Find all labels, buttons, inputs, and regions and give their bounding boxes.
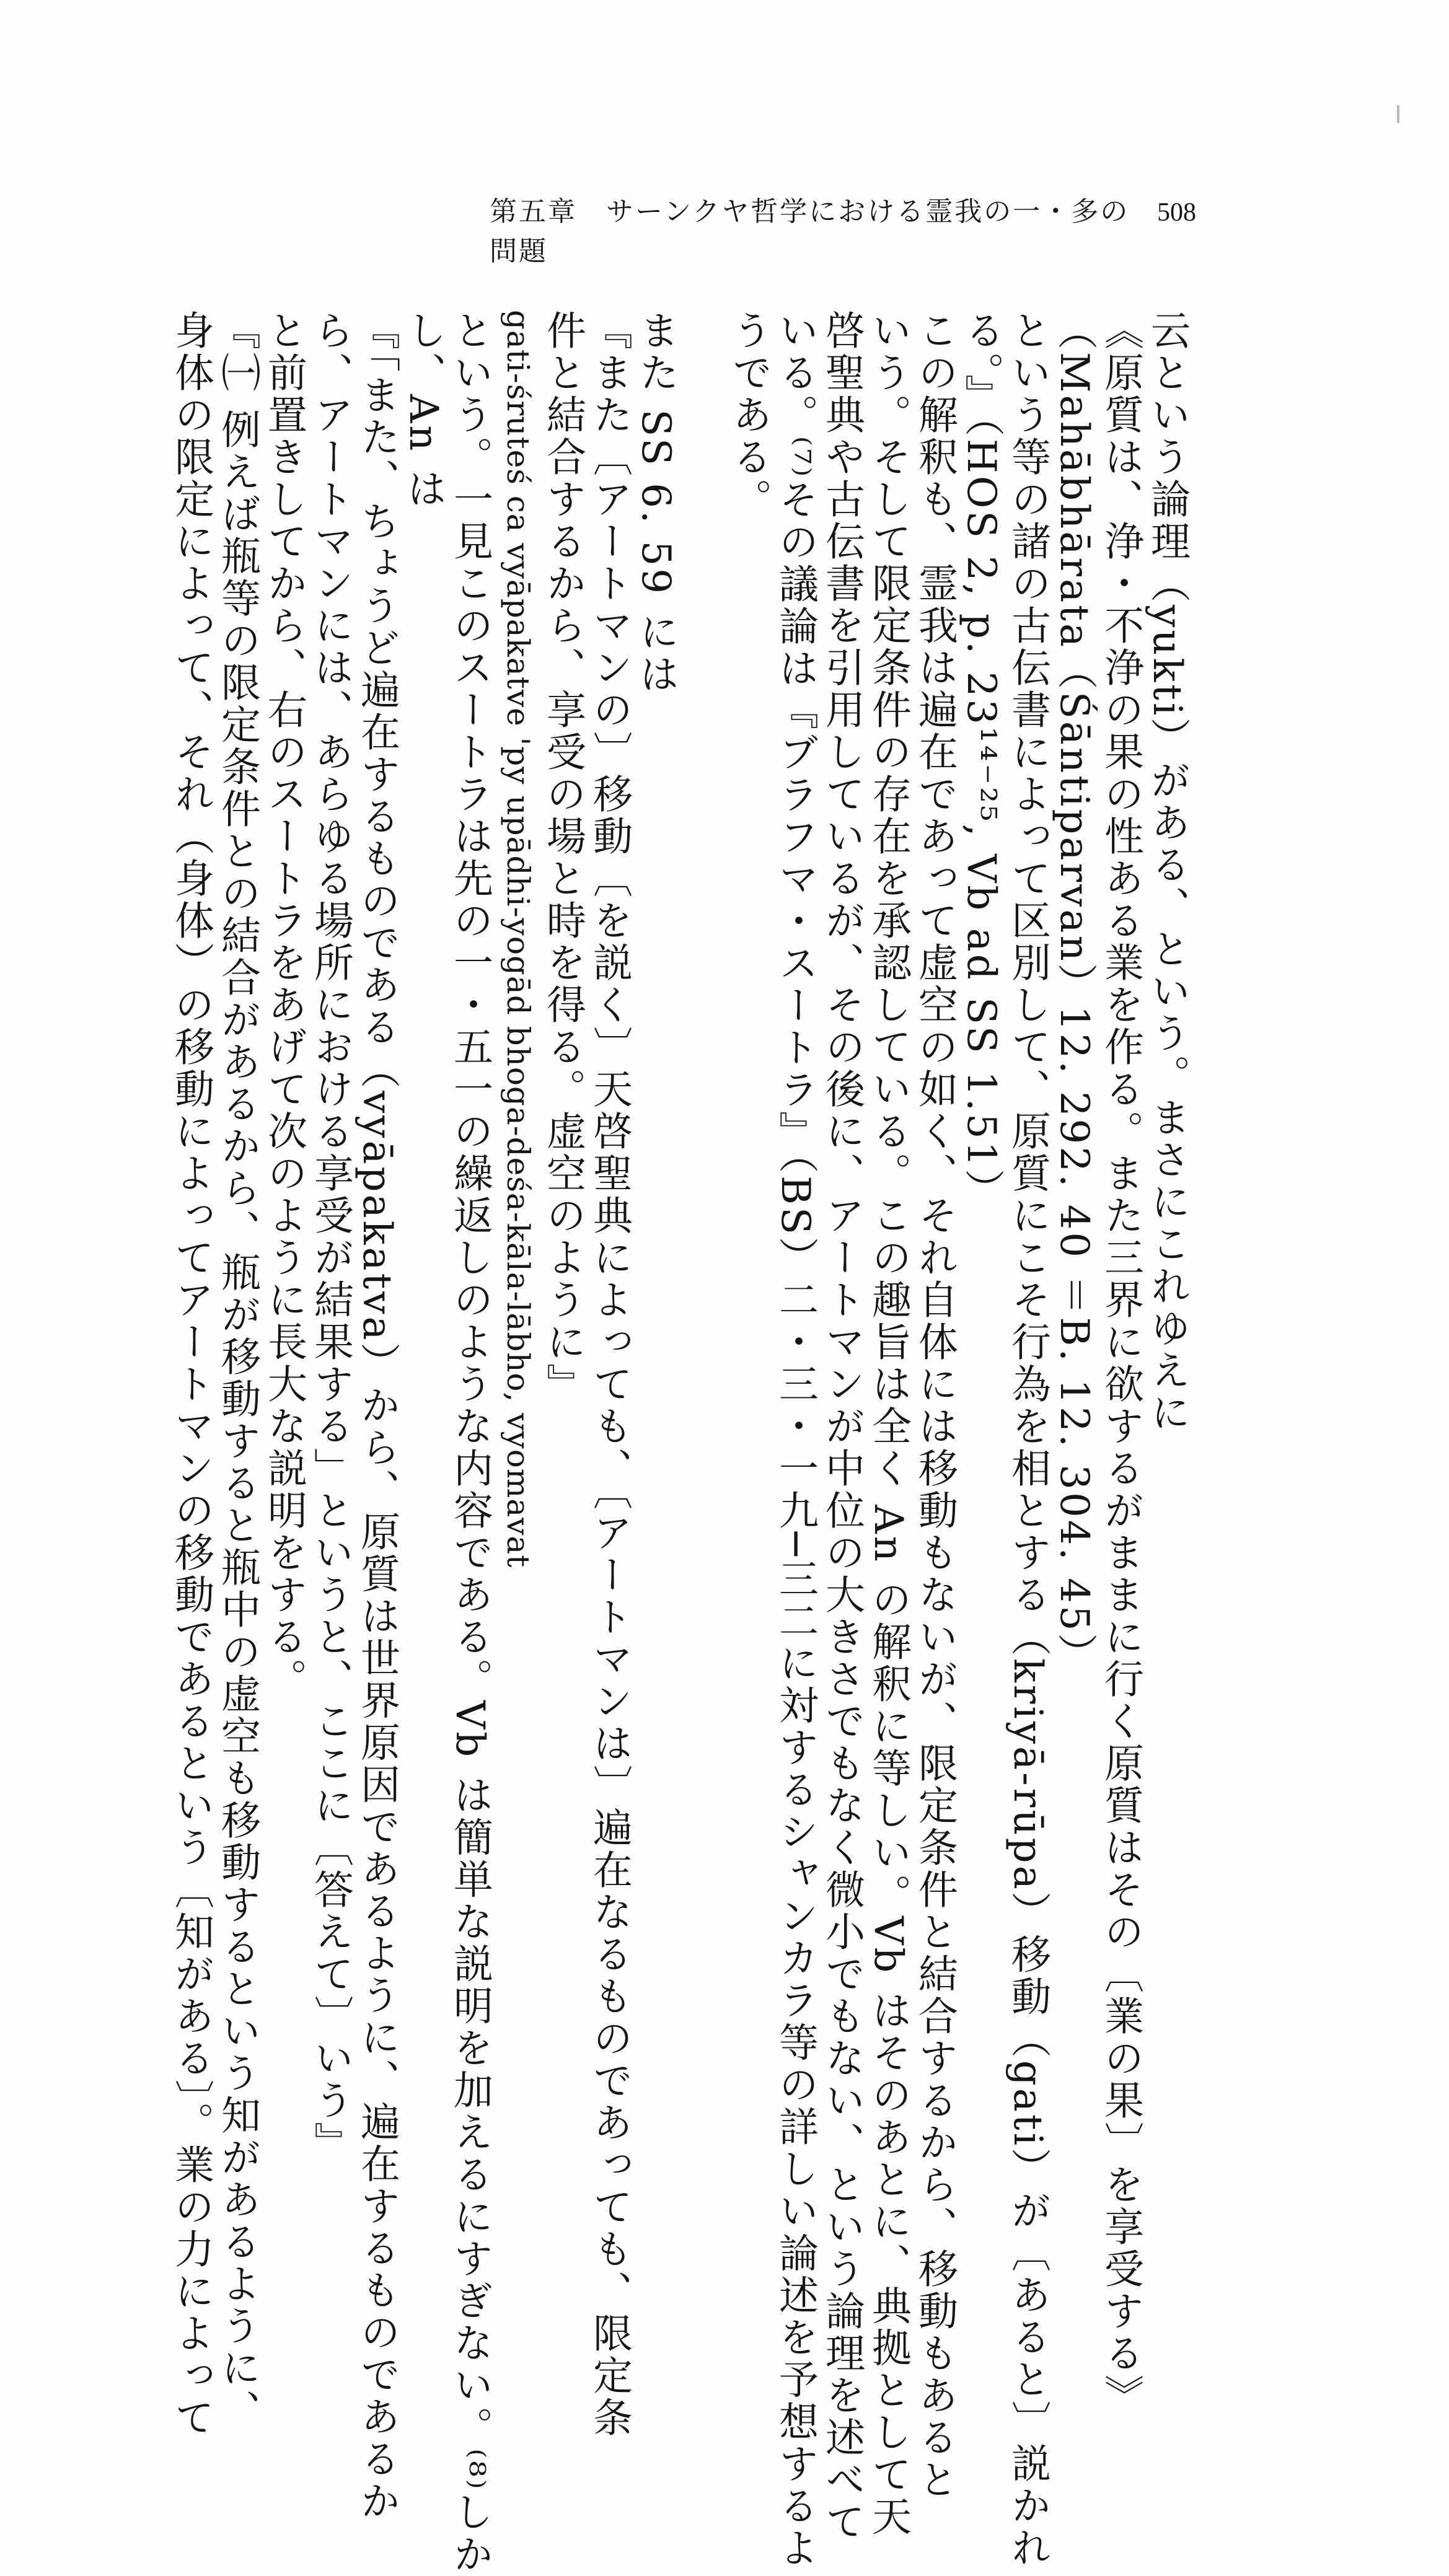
text-column: 『「また、ちょうど遍在するものである（vyāpakatva）から、原質は世界原因であるように、遍在するものであるか bbox=[354, 310, 400, 2523]
text-column: る。』（HOS 2, p. 23¹⁴⁻²⁵, Vb ad SS 1.51） bbox=[958, 310, 1004, 1211]
text-column: 身体の限定によって、それ（身体）の移動によってアートマンの移動であるという〔知がある〕。業の力によって bbox=[168, 310, 214, 2439]
chapter-title: 第五章 サーンクヤ哲学における霊我の一・多の問題 bbox=[490, 196, 1130, 267]
text-column: （Mahābhārata（Śāntiparvan）12. 292. 40 ＝B. 12. 304. 45） bbox=[1051, 310, 1097, 1676]
text-column: この解釈も、霊我は遍在であって虚空の如く、それ自体には移動もないが、限定条件と結合するから、移動もあると bbox=[912, 310, 958, 2501]
vertical-text-body bbox=[136, 310, 1190, 2576]
text-column: うである。 bbox=[726, 310, 772, 521]
text-column: 件と結合するから、享受の場と時を得る。虚空のように』 bbox=[540, 310, 586, 1405]
text-column: という等の諸の古伝書によって区別して、原質にこそ行為を相とする（kriyā-rūpa）移動（gati）が〔あると〕説かれ bbox=[1005, 310, 1050, 2570]
text-column: 云という論理（yukti）がある、という。まさにこれゆえに bbox=[1144, 310, 1190, 1435]
page-number: 508 bbox=[1157, 198, 1196, 227]
text-column: いる。⁽⁷⁾その議論は『ブラフマ・スートラ』（BS）二・三・一九─三二に対するシャンカラ等の詳しい論述を予想するよ bbox=[772, 310, 818, 2570]
text-column: ら、アートマンには、あらゆる場所における享受が結果する」というと、ここに〔答えて〕いう』 bbox=[307, 310, 353, 2164]
margin-mark bbox=[1397, 105, 1399, 123]
text-column: と前置きしてから、右のスートラをあげて次のように長大な説明をする。 bbox=[261, 310, 307, 1700]
text-column: 《原質は、浄・不浄の果の性ある業を作る。また三界に欲するがままに行く原質はその〔業の果〕を享受する》 bbox=[1098, 310, 1143, 2417]
text-column: また SS 6. 59 には bbox=[633, 310, 679, 696]
text-column: いう。そして限定条件の存在を承認している。この趣旨は全く An の解釈に等しい。Vb はそのあとに、典拠として天 bbox=[865, 310, 911, 2538]
text-column: 『また〔アートマンの〕移動〔を説く〕天啓聖典によっても、〔アートマンは〕遍在なるものであっても、限定条 bbox=[586, 310, 632, 2439]
text-column: し、An は bbox=[400, 310, 446, 511]
sanskrit-line: gati-śruteś ca vyāpakatve 'py upādhi-yogād bhoga-deśa-kāla-lābho, vyomavat bbox=[500, 310, 536, 1568]
running-header bbox=[490, 189, 1196, 268]
text-column: 啓聖典や古伝書を引用しているが、その後に、アートマンが中位の大きさでもなく微小でもない、という論理を述べて bbox=[819, 310, 865, 2543]
text-column: 『㈠ 例えば瓶等の限定条件との結合があるから、瓶が移動すると瓶中の虚空も移動するという知があるように、 bbox=[214, 310, 260, 2432]
text-column: という。一見このスートラは先の一・五一の繰返しのような内容である。Vb は簡単な説明を加えるにすぎない。⁽⁸⁾しか bbox=[447, 310, 493, 2576]
